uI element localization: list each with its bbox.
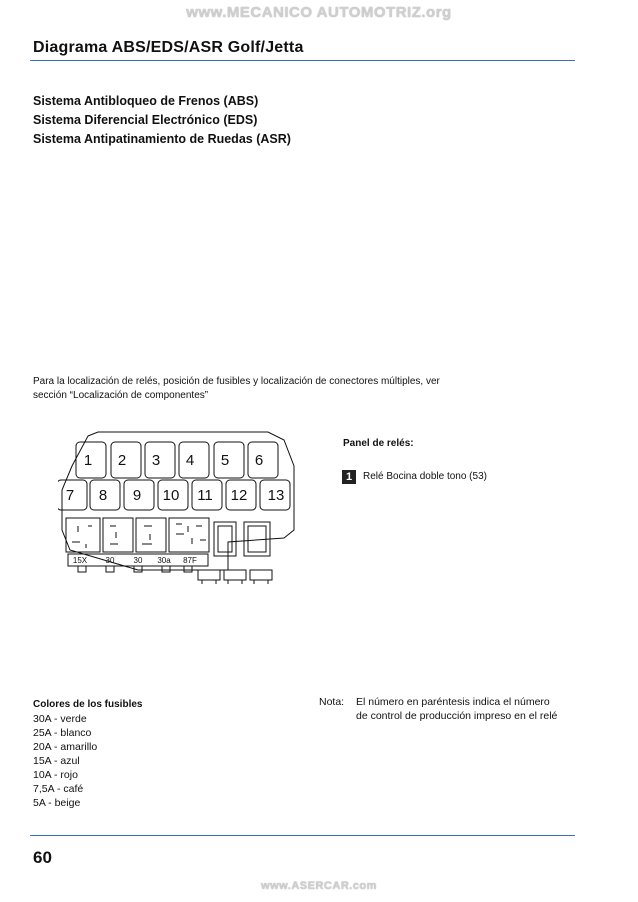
relay-slot-13: 13 — [267, 487, 285, 504]
relay-slot-8: 8 — [98, 487, 108, 504]
note-line: de control de producción impreso en el relé — [356, 710, 558, 722]
fuse-label-30a-3: 30a — [157, 556, 171, 565]
fuse-color-item: 15A - azul — [33, 755, 80, 767]
relay-slot-9: 9 — [132, 487, 142, 504]
relay-slot-5: 5 — [220, 452, 230, 469]
system-eds: Sistema Diferencial Electrónico (EDS) — [33, 113, 258, 127]
relay-slot-11: 11 — [197, 487, 213, 504]
relay-slot-7: 7 — [65, 487, 75, 504]
fuse-label-15x: 15X — [72, 556, 88, 565]
relay-slot-10: 10 — [162, 487, 180, 504]
relay-slot-6: 6 — [254, 452, 264, 469]
relay-slot-12: 12 — [230, 487, 248, 504]
relay-panel-diagram — [58, 430, 298, 590]
relay-panel-drawing — [58, 430, 298, 590]
relay-slot-3: 3 — [151, 452, 161, 469]
system-asr: Sistema Antipatinamiento de Ruedas (ASR) — [33, 132, 291, 146]
relay-panel-heading: Panel de relés: — [343, 438, 414, 449]
relay-description: Relé Bocina doble tono (53) — [363, 471, 487, 482]
watermark-bottom: www.ASERCAR.com — [261, 880, 377, 892]
relay-slot-2: 2 — [117, 452, 127, 469]
fuse-label-30a-1: 30 — [105, 556, 115, 565]
locator-text-line2: sección “Localización de componentes” — [33, 390, 209, 401]
fuse-color-item: 20A - amarillo — [33, 741, 98, 753]
watermark-top: www.MECANICO AUTOMOTRIZ.org — [186, 4, 452, 21]
page-title: Diagrama ABS/EDS/ASR Golf/Jetta — [33, 39, 304, 56]
fuse-color-item: 25A - blanco — [33, 727, 92, 739]
relay-slot-4: 4 — [185, 452, 195, 469]
fuse-color-item: 5A - beige — [33, 797, 81, 809]
system-abs: Sistema Antibloqueo de Frenos (ABS) — [33, 94, 259, 108]
title-rule — [30, 60, 575, 61]
fuse-label-87f: 87F — [183, 556, 197, 565]
relay-slot-1: 1 — [83, 452, 93, 469]
fuse-label-30a-2: 30 — [133, 556, 143, 565]
locator-text-line1: Para la localización de relés, posición de fusibles y localización de conectores múltiples, ver — [33, 376, 440, 387]
footer-rule — [30, 835, 575, 836]
page-number: 60 — [33, 848, 52, 867]
fuse-color-item: 30A - verde — [33, 713, 87, 725]
note-label: Nota: — [319, 696, 345, 708]
note-line: El número en paréntesis indica el número — [356, 696, 550, 708]
fuse-color-item: 7,5A - café — [33, 783, 84, 795]
fuse-color-item: 10A - rojo — [33, 769, 78, 781]
relay-number-badge: 1 — [342, 470, 356, 484]
fuse-colors-heading: Colores de los fusibles — [33, 699, 143, 710]
